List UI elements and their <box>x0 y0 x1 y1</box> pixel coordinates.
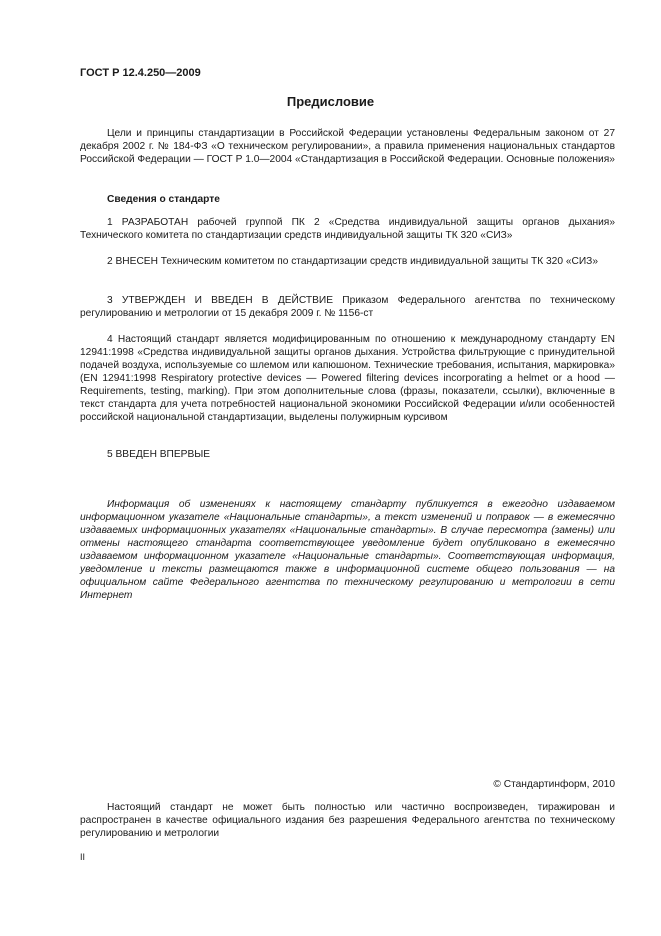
item-3-block <box>80 294 615 320</box>
page-number: II <box>80 852 86 862</box>
page-title: Предисловие <box>286 94 375 109</box>
list-item: 4 Настоящий стандарт является модифицированным по отношению к международному стандарту EN 12941:1998 «Средства индивидуальной защиты органов дыхания. Устройства фильтрующие с принудительной подачей воздуха, используемые со шлемом или капюшоном. Технические требования, испытания, маркировка» (EN 12941:1998 Respiratory protective devices — Powered filtering devices incorporating a helmet or a hood — Requirements, testing, marking). При этом дополнительные слова (фразы, показатели, ссылки), включенные в текст стандарта для учета потребностей национальной экономики Российской Федерации и/или особенностей российской национальной стандартизации, выделены полужирным курсивом <box>80 334 615 423</box>
notice-block <box>80 498 615 602</box>
list-item: 2 ВНЕСЕН Техническим комитетом по стандартизации средств индивидуальной защиты ТК 320 «СИЗ» <box>107 256 599 267</box>
rights-paragraph: Настоящий стандарт не может быть полностью или частично воспроизведен, тиражирован и распространен в качестве официального издания без разрешения Федерального агентства по техническому регулированию и метрологии <box>80 802 615 839</box>
intro-paragraph: Цели и принципы стандартизации в Российской Федерации установлены Федеральным законом от 27 декабря 2002 г. № 184-ФЗ «О техническом регулировании», а правила применения национальных стандартов Российской Федерации — ГОСТ Р 1.0—2004 «Стандартизация в Российской Федерации. Основные положения» <box>80 128 615 165</box>
section-subheading: Сведения о стандарте <box>107 194 220 205</box>
intro-block <box>80 127 615 166</box>
standard-code-header: ГОСТ Р 12.4.250—2009 <box>80 67 201 79</box>
subheading-block <box>80 193 615 206</box>
list-item: 5 ВВЕДЕН ВПЕРВЫЕ <box>107 449 211 460</box>
item-2-block <box>80 255 615 268</box>
item-1-block <box>80 216 615 242</box>
rights-block <box>80 801 615 840</box>
copyright-line: © Стандартинформ, 2010 <box>493 779 615 790</box>
list-item: 3 УТВЕРЖДЕН И ВВЕДЕН В ДЕЙСТВИЕ Приказом Федерального агентства по техническому регулированию и метрологии от 15 декабря 2009 г. № 1156-ст <box>80 295 615 319</box>
list-item: 1 РАЗРАБОТАН рабочей группой ПК 2 «Средства индивидуальной защиты органов дыхания» Технического комитета по стандартизации средств индивидуальной защиты ТК 320 «СИЗ» <box>80 217 615 241</box>
item-4-block <box>80 333 615 424</box>
item-5-block <box>80 448 615 461</box>
notice-paragraph: Информация об изменениях к настоящему стандарту публикуется в ежегодно издаваемом информационном указателе «Национальные стандарты», а текст изменений и поправок — в ежемесячно издаваемых информационных указателях «Национальные стандарты». В случае пересмотра (замены) или отмены настоящего стандарта соответствующее уведомление будет опубликовано в ежемесячно издаваемом информационном указателе «Национальные стандарты». Соответствующая информация, уведомление и тексты размещаются также в информационной системе общего пользования — на официальном сайте Федерального агентства по техническому регулированию и метрологии в сети Интернет <box>80 499 615 601</box>
